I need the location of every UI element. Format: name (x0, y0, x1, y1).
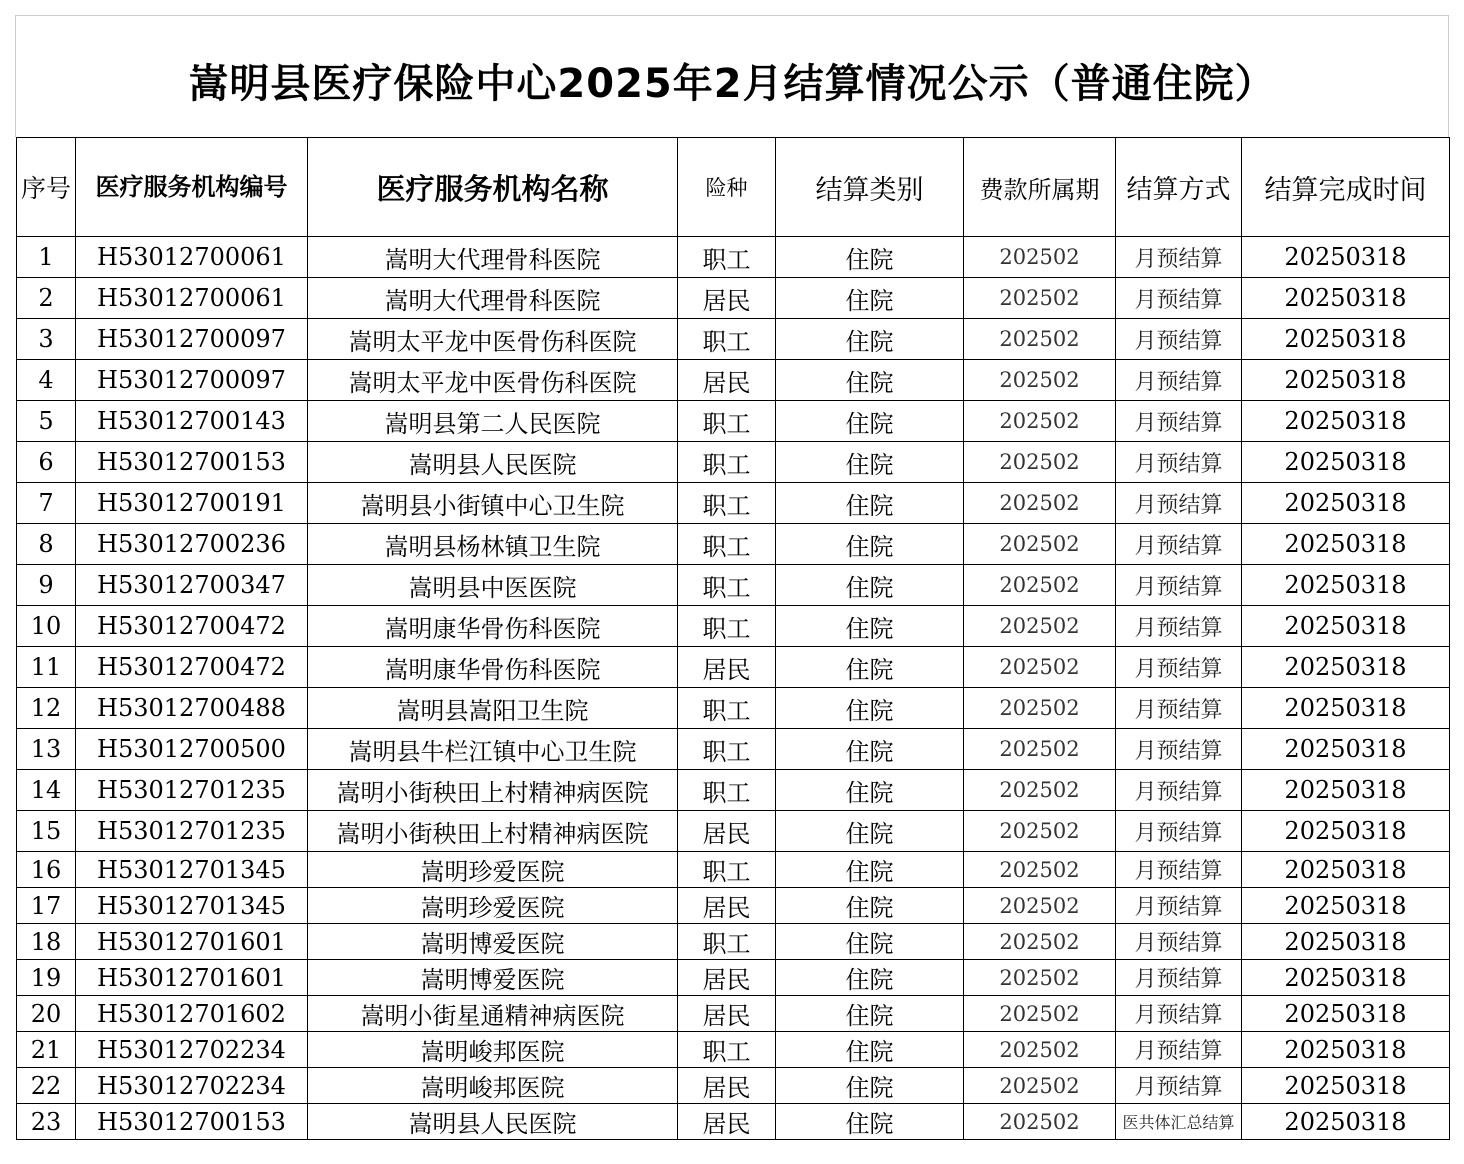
cell-code[interactable]: H53012701602 (76, 996, 308, 1032)
cell-insurance[interactable]: 职工 (678, 688, 776, 729)
cell-insurance[interactable]: 职工 (678, 319, 776, 360)
cell-name[interactable]: 嵩明康华骨伤科医院 (308, 606, 678, 647)
header-insurance[interactable]: 险种 (678, 138, 776, 237)
cell-period[interactable]: 202502 (964, 888, 1116, 924)
cell-completed[interactable]: 20250318 (1242, 278, 1450, 319)
cell-code[interactable]: H53012700143 (76, 401, 308, 442)
cell-code[interactable]: H53012701345 (76, 852, 308, 888)
cell-completed[interactable]: 20250318 (1242, 1068, 1450, 1104)
cell-category[interactable]: 住院 (776, 319, 964, 360)
cell-method[interactable]: 医共体汇总结算 (1116, 1104, 1242, 1140)
cell-code[interactable]: H53012700061 (76, 278, 308, 319)
cell-insurance[interactable]: 职工 (678, 606, 776, 647)
table-row (17, 319, 1450, 360)
cell-method[interactable]: 月预结算 (1116, 924, 1242, 960)
cell-code[interactable]: H53012700472 (76, 606, 308, 647)
cell-method[interactable]: 月预结算 (1116, 442, 1242, 483)
cell-name[interactable]: 嵩明太平龙中医骨伤科医院 (308, 319, 678, 360)
cell-method[interactable]: 月预结算 (1116, 483, 1242, 524)
cell-seq[interactable]: 10 (17, 606, 76, 647)
cell-method[interactable]: 月预结算 (1116, 319, 1242, 360)
cell-code[interactable]: H53012701601 (76, 960, 308, 996)
cell-completed[interactable]: 20250318 (1242, 770, 1450, 811)
cell-name[interactable]: 嵩明小街秧田上村精神病医院 (308, 770, 678, 811)
cell-method[interactable]: 月预结算 (1116, 852, 1242, 888)
cell-insurance[interactable]: 职工 (678, 442, 776, 483)
table-row (17, 442, 1450, 483)
cell-period[interactable]: 202502 (964, 647, 1116, 688)
cell-name[interactable]: 嵩明县人民医院 (308, 1104, 678, 1140)
cell-seq[interactable]: 1 (17, 237, 76, 278)
cell-method[interactable]: 月预结算 (1116, 606, 1242, 647)
cell-code[interactable]: H53012700153 (76, 442, 308, 483)
cell-code[interactable]: H53012700097 (76, 319, 308, 360)
table-row (17, 524, 1450, 565)
cell-code[interactable]: H53012700236 (76, 524, 308, 565)
cell-name[interactable]: 嵩明县小街镇中心卫生院 (308, 483, 678, 524)
cell-code[interactable]: H53012700488 (76, 688, 308, 729)
cell-category[interactable]: 住院 (776, 811, 964, 852)
cell-insurance[interactable]: 职工 (678, 483, 776, 524)
table-row (17, 278, 1450, 319)
cell-code[interactable]: H53012701235 (76, 811, 308, 852)
cell-name[interactable]: 嵩明珍爱医院 (308, 852, 678, 888)
cell-code[interactable]: H53012701601 (76, 924, 308, 960)
cell-completed[interactable]: 20250318 (1242, 888, 1450, 924)
cell-period[interactable]: 202502 (964, 1032, 1116, 1068)
table-row (17, 888, 1450, 924)
cell-insurance[interactable]: 职工 (678, 924, 776, 960)
cell-insurance[interactable]: 职工 (678, 565, 776, 606)
cell-seq[interactable]: 6 (17, 442, 76, 483)
header-category[interactable]: 结算类别 (776, 138, 964, 237)
table-row (17, 960, 1450, 996)
cell-category[interactable]: 住院 (776, 1104, 964, 1140)
cell-category[interactable]: 住院 (776, 1068, 964, 1104)
cell-seq[interactable]: 9 (17, 565, 76, 606)
cell-seq[interactable]: 13 (17, 729, 76, 770)
cell-period[interactable]: 202502 (964, 924, 1116, 960)
cell-category[interactable]: 住院 (776, 1032, 964, 1068)
table-row (17, 1104, 1450, 1140)
cell-insurance[interactable]: 居民 (678, 1104, 776, 1140)
cell-method[interactable]: 月预结算 (1116, 278, 1242, 319)
cell-completed[interactable]: 20250318 (1242, 1032, 1450, 1068)
cell-category[interactable]: 住院 (776, 401, 964, 442)
table-row (17, 606, 1450, 647)
cell-period[interactable]: 202502 (964, 1068, 1116, 1104)
cell-category[interactable]: 住院 (776, 606, 964, 647)
table-row (17, 852, 1450, 888)
cell-period[interactable]: 202502 (964, 852, 1116, 888)
cell-name[interactable]: 嵩明县牛栏江镇中心卫生院 (308, 729, 678, 770)
cell-completed[interactable]: 20250318 (1242, 606, 1450, 647)
cell-category[interactable]: 住院 (776, 442, 964, 483)
cell-category[interactable]: 住院 (776, 565, 964, 606)
cell-completed[interactable]: 20250318 (1242, 924, 1450, 960)
cell-insurance[interactable]: 居民 (678, 278, 776, 319)
cell-method[interactable]: 月预结算 (1116, 996, 1242, 1032)
cell-period[interactable]: 202502 (964, 729, 1116, 770)
cell-completed[interactable]: 20250318 (1242, 401, 1450, 442)
cell-category[interactable]: 住院 (776, 888, 964, 924)
cell-method[interactable]: 月预结算 (1116, 688, 1242, 729)
cell-seq[interactable]: 4 (17, 360, 76, 401)
cell-insurance[interactable]: 居民 (678, 960, 776, 996)
cell-method[interactable]: 月预结算 (1116, 237, 1242, 278)
cell-name[interactable]: 嵩明大代理骨科医院 (308, 278, 678, 319)
cell-seq[interactable]: 16 (17, 852, 76, 888)
cell-code[interactable]: H53012700191 (76, 483, 308, 524)
cell-name[interactable]: 嵩明峻邦医院 (308, 1068, 678, 1104)
cell-seq[interactable]: 15 (17, 811, 76, 852)
cell-name[interactable]: 嵩明县中医医院 (308, 565, 678, 606)
cell-insurance[interactable]: 职工 (678, 401, 776, 442)
table-row (17, 924, 1450, 960)
cell-period[interactable]: 202502 (964, 360, 1116, 401)
cell-completed[interactable]: 20250318 (1242, 729, 1450, 770)
cell-method[interactable]: 月预结算 (1116, 729, 1242, 770)
cell-method[interactable]: 月预结算 (1116, 524, 1242, 565)
cell-seq[interactable]: 21 (17, 1032, 76, 1068)
cell-period[interactable]: 202502 (964, 688, 1116, 729)
cell-completed[interactable]: 20250318 (1242, 811, 1450, 852)
cell-insurance[interactable]: 职工 (678, 770, 776, 811)
table-row (17, 401, 1450, 442)
cell-insurance[interactable]: 居民 (678, 647, 776, 688)
header-seq[interactable]: 序号 (17, 138, 76, 237)
cell-period[interactable]: 202502 (964, 442, 1116, 483)
table-row (17, 483, 1450, 524)
title-cell[interactable] (15, 15, 1449, 137)
cell-seq[interactable]: 3 (17, 319, 76, 360)
cell-insurance[interactable]: 居民 (678, 996, 776, 1032)
cell-completed[interactable]: 20250318 (1242, 996, 1450, 1032)
cell-seq[interactable]: 7 (17, 483, 76, 524)
cell-name[interactable]: 嵩明峻邦医院 (308, 1032, 678, 1068)
cell-completed[interactable]: 20250318 (1242, 688, 1450, 729)
cell-insurance[interactable]: 居民 (678, 811, 776, 852)
cell-category[interactable]: 住院 (776, 924, 964, 960)
cell-seq[interactable]: 17 (17, 888, 76, 924)
cell-category[interactable]: 住院 (776, 360, 964, 401)
cell-period[interactable]: 202502 (964, 565, 1116, 606)
cell-category[interactable]: 住院 (776, 770, 964, 811)
cell-name[interactable]: 嵩明县人民医院 (308, 442, 678, 483)
cell-seq[interactable]: 2 (17, 278, 76, 319)
cell-category[interactable]: 住院 (776, 647, 964, 688)
cell-period[interactable]: 202502 (964, 770, 1116, 811)
cell-method[interactable]: 月预结算 (1116, 960, 1242, 996)
cell-seq[interactable]: 11 (17, 647, 76, 688)
cell-period[interactable]: 202502 (964, 319, 1116, 360)
cell-code[interactable]: H53012702234 (76, 1068, 308, 1104)
cell-insurance[interactable]: 居民 (678, 360, 776, 401)
header-row (17, 138, 1450, 237)
cell-completed[interactable]: 20250318 (1242, 442, 1450, 483)
cell-period[interactable]: 202502 (964, 960, 1116, 996)
cell-method[interactable]: 月预结算 (1116, 888, 1242, 924)
cell-insurance[interactable]: 职工 (678, 852, 776, 888)
cell-insurance[interactable]: 职工 (678, 237, 776, 278)
cell-completed[interactable]: 20250318 (1242, 483, 1450, 524)
table-row (17, 1032, 1450, 1068)
cell-seq[interactable]: 8 (17, 524, 76, 565)
cell-method[interactable]: 月预结算 (1116, 360, 1242, 401)
cell-code[interactable]: H53012701235 (76, 770, 308, 811)
header-method[interactable]: 结算方式 (1116, 138, 1242, 237)
table-row (17, 237, 1450, 278)
table-row (17, 811, 1450, 852)
cell-code[interactable]: H53012700500 (76, 729, 308, 770)
cell-category[interactable]: 住院 (776, 278, 964, 319)
cell-completed[interactable]: 20250318 (1242, 237, 1450, 278)
cell-seq[interactable]: 22 (17, 1068, 76, 1104)
cell-method[interactable]: 月预结算 (1116, 401, 1242, 442)
cell-method[interactable]: 月预结算 (1116, 1068, 1242, 1104)
cell-completed[interactable]: 20250318 (1242, 565, 1450, 606)
cell-method[interactable]: 月预结算 (1116, 770, 1242, 811)
cell-insurance[interactable]: 职工 (678, 1032, 776, 1068)
cell-code[interactable]: H53012700153 (76, 1104, 308, 1140)
table-row (17, 770, 1450, 811)
cell-code[interactable]: H53012702234 (76, 1032, 308, 1068)
cell-insurance[interactable]: 职工 (678, 524, 776, 565)
cell-category[interactable]: 住院 (776, 729, 964, 770)
cell-name[interactable]: 嵩明县杨林镇卫生院 (308, 524, 678, 565)
cell-completed[interactable]: 20250318 (1242, 360, 1450, 401)
cell-insurance[interactable]: 居民 (678, 1068, 776, 1104)
cell-category[interactable]: 住院 (776, 852, 964, 888)
cell-category[interactable]: 住院 (776, 688, 964, 729)
cell-seq[interactable]: 14 (17, 770, 76, 811)
cell-name[interactable]: 嵩明博爱医院 (308, 960, 678, 996)
table-row (17, 1068, 1450, 1104)
table-row (17, 565, 1450, 606)
cell-code[interactable]: H53012700061 (76, 237, 308, 278)
cell-seq[interactable]: 18 (17, 924, 76, 960)
cell-name[interactable]: 嵩明小街星通精神病医院 (308, 996, 678, 1032)
settlement-table (16, 137, 1450, 1140)
cell-period[interactable]: 202502 (964, 996, 1116, 1032)
table-row (17, 688, 1450, 729)
cell-completed[interactable]: 20250318 (1242, 960, 1450, 996)
cell-period[interactable]: 202502 (964, 524, 1116, 565)
cell-name[interactable]: 嵩明大代理骨科医院 (308, 237, 678, 278)
cell-name[interactable]: 嵩明县第二人民医院 (308, 401, 678, 442)
cell-method[interactable]: 月预结算 (1116, 811, 1242, 852)
cell-period[interactable]: 202502 (964, 278, 1116, 319)
cell-category[interactable]: 住院 (776, 237, 964, 278)
cell-name[interactable]: 嵩明博爱医院 (308, 924, 678, 960)
cell-period[interactable]: 202502 (964, 237, 1116, 278)
cell-category[interactable]: 住院 (776, 524, 964, 565)
cell-name[interactable]: 嵩明县嵩阳卫生院 (308, 688, 678, 729)
cell-code[interactable]: H53012700347 (76, 565, 308, 606)
cell-completed[interactable]: 20250318 (1242, 319, 1450, 360)
cell-name[interactable]: 嵩明康华骨伤科医院 (308, 647, 678, 688)
cell-name[interactable]: 嵩明太平龙中医骨伤科医院 (308, 360, 678, 401)
cell-seq[interactable]: 12 (17, 688, 76, 729)
cell-name[interactable]: 嵩明珍爱医院 (308, 888, 678, 924)
cell-insurance[interactable]: 职工 (678, 729, 776, 770)
cell-name[interactable]: 嵩明小街秧田上村精神病医院 (308, 811, 678, 852)
cell-period[interactable]: 202502 (964, 401, 1116, 442)
table-row (17, 360, 1450, 401)
page-title: 嵩明县医疗保险中心2025年2月结算情况公示（普通住院） (188, 61, 1276, 107)
cell-code[interactable]: H53012700097 (76, 360, 308, 401)
cell-category[interactable]: 住院 (776, 960, 964, 996)
cell-completed[interactable]: 20250318 (1242, 852, 1450, 888)
header-completed[interactable]: 结算完成时间 (1242, 138, 1450, 237)
cell-completed[interactable]: 20250318 (1242, 524, 1450, 565)
cell-code[interactable]: H53012701345 (76, 888, 308, 924)
cell-period[interactable]: 202502 (964, 483, 1116, 524)
header-period[interactable]: 费款所属期 (964, 138, 1116, 237)
cell-completed[interactable]: 20250318 (1242, 1104, 1450, 1140)
cell-seq[interactable]: 19 (17, 960, 76, 996)
cell-method[interactable]: 月预结算 (1116, 647, 1242, 688)
cell-method[interactable]: 月预结算 (1116, 1032, 1242, 1068)
cell-period[interactable]: 202502 (964, 811, 1116, 852)
cell-period[interactable]: 202502 (964, 1104, 1116, 1140)
cell-completed[interactable]: 20250318 (1242, 647, 1450, 688)
cell-seq[interactable]: 23 (17, 1104, 76, 1140)
table-row (17, 729, 1450, 770)
cell-category[interactable]: 住院 (776, 483, 964, 524)
header-name[interactable]: 医疗服务机构名称 (308, 138, 678, 237)
header-code[interactable]: 医疗服务机构编号 (76, 138, 308, 237)
table-row (17, 996, 1450, 1032)
cell-seq[interactable]: 5 (17, 401, 76, 442)
cell-category[interactable]: 住院 (776, 996, 964, 1032)
cell-code[interactable]: H53012700472 (76, 647, 308, 688)
cell-seq[interactable]: 20 (17, 996, 76, 1032)
cell-method[interactable]: 月预结算 (1116, 565, 1242, 606)
table-row (17, 647, 1450, 688)
cell-insurance[interactable]: 居民 (678, 888, 776, 924)
cell-period[interactable]: 202502 (964, 606, 1116, 647)
